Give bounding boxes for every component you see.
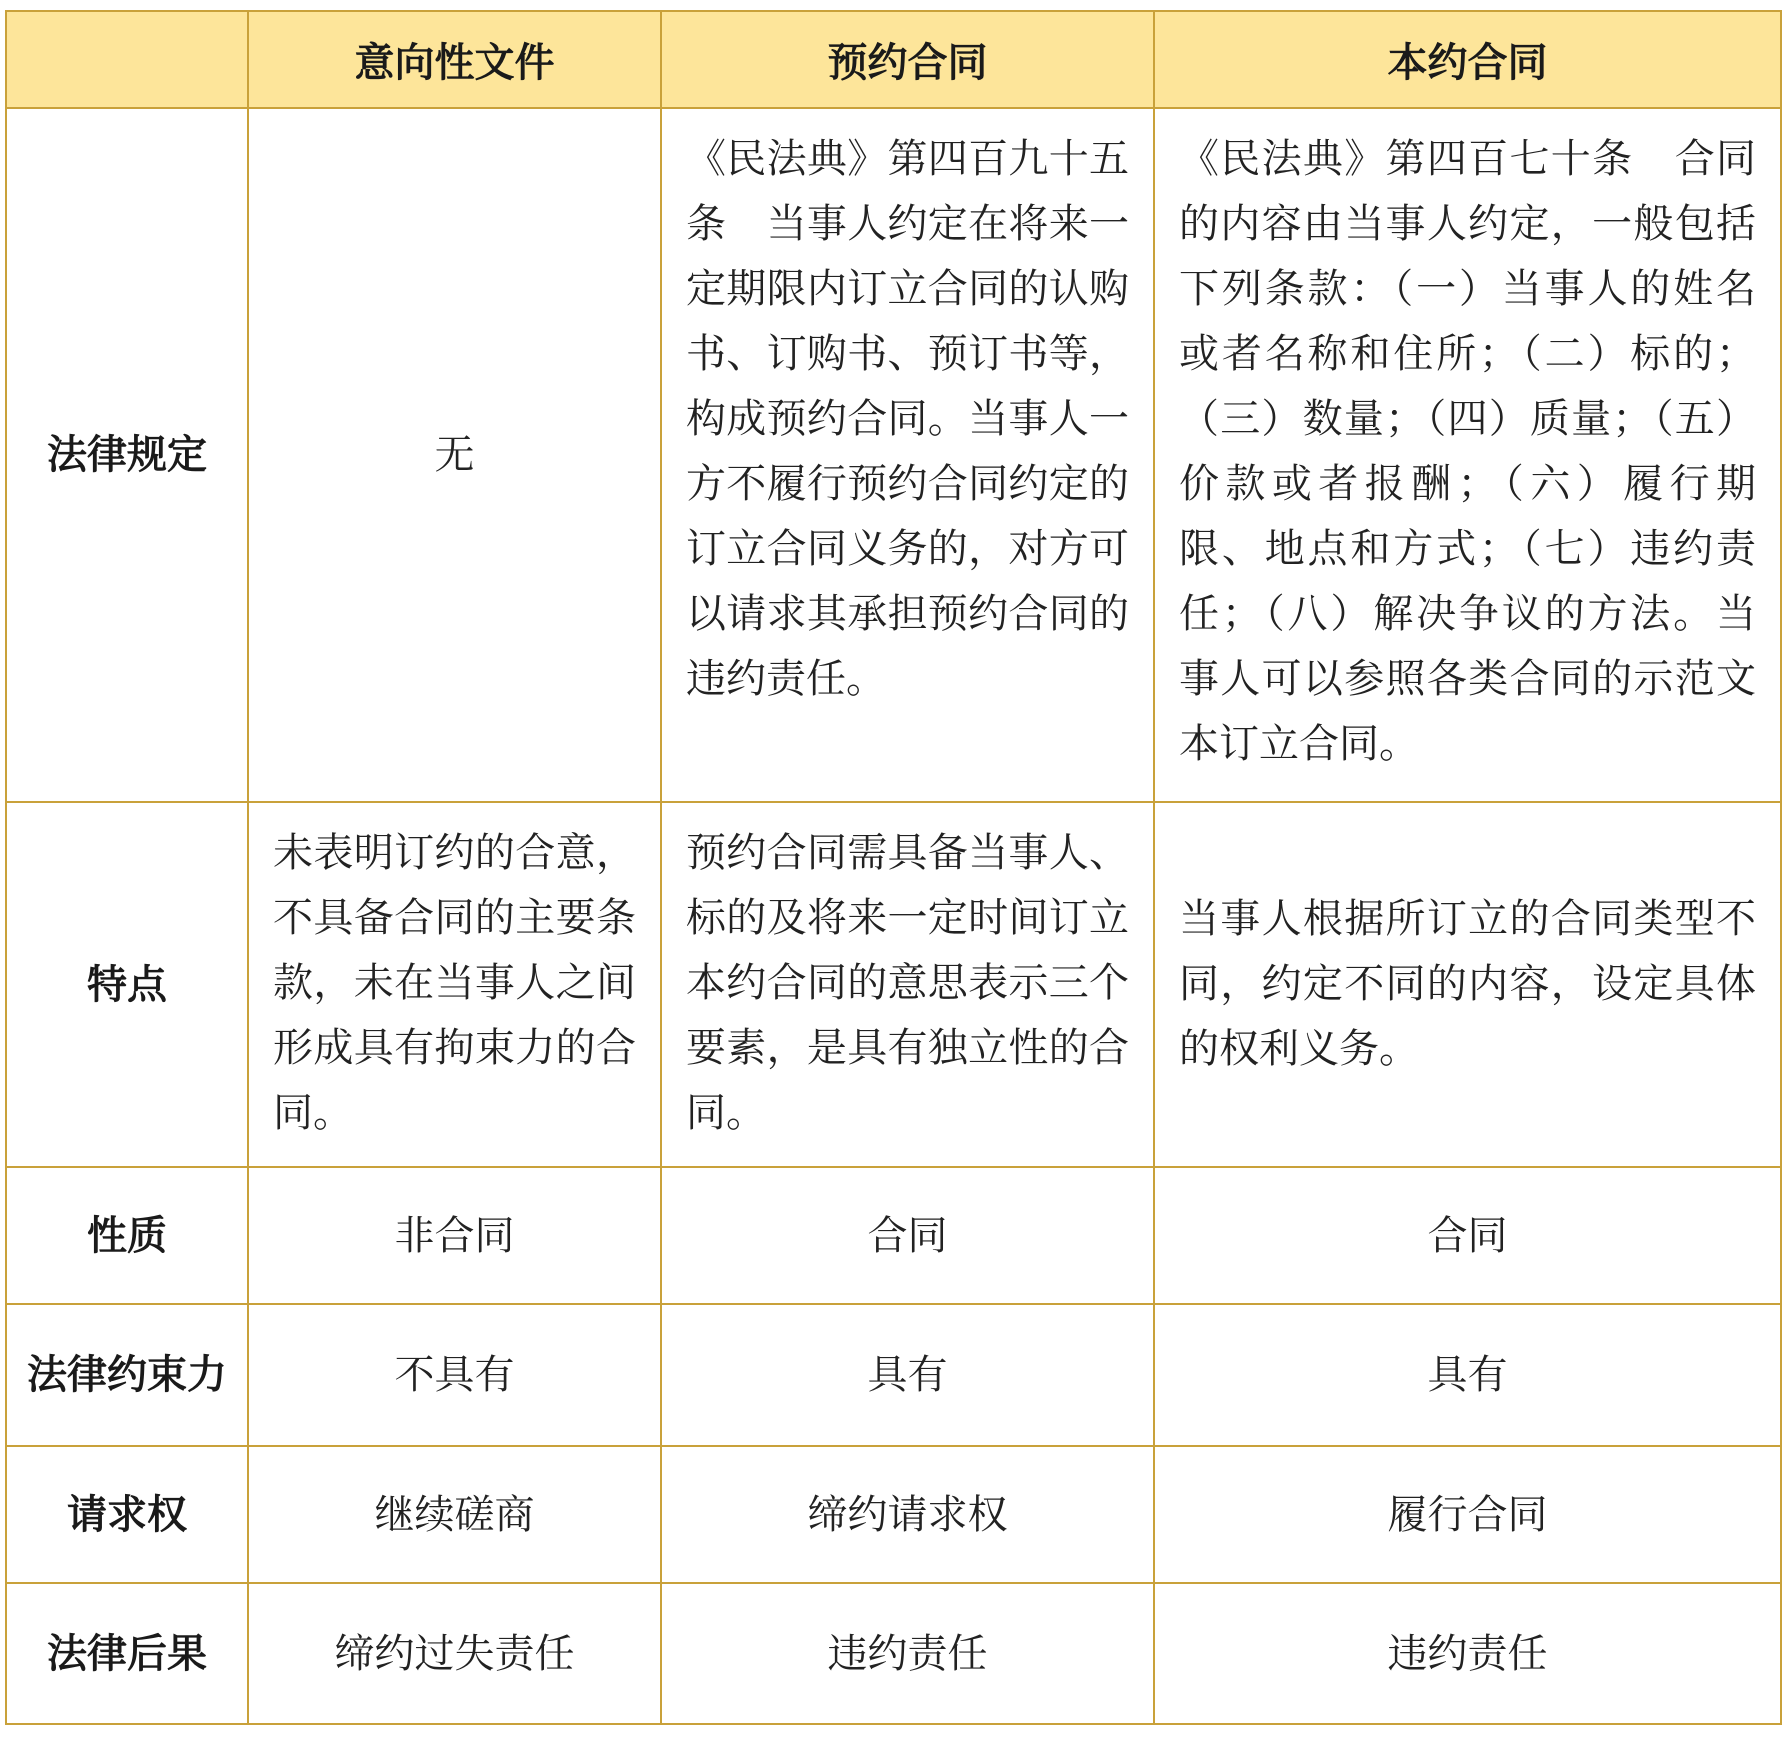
table-row-binding-force <box>6 1304 1781 1446</box>
cell-legal-consequence-main: 违约责任 <box>1154 1583 1781 1724</box>
cell-binding-force-main: 具有 <box>1154 1304 1781 1446</box>
table-body <box>6 108 1781 1724</box>
comparison-table <box>5 10 1782 1725</box>
table-row-legal-consequence <box>6 1583 1781 1724</box>
table-header <box>6 11 1781 108</box>
cell-features-intent: 未表明订约的合意，不具备合同的主要条款，未在当事人之间形成具有拘束力的合同。 <box>248 802 661 1167</box>
row-label-legal-provision: 法律规定 <box>6 108 248 802</box>
row-label-features: 特点 <box>6 802 248 1167</box>
header-preliminary-contract: 预约合同 <box>661 11 1154 108</box>
table-row-nature <box>6 1167 1781 1304</box>
cell-features-preliminary: 预约合同需具备当事人、标的及将来一定时间订立本约合同的意思表示三个要素，是具有独立性的合同。 <box>661 802 1154 1167</box>
cell-nature-main: 合同 <box>1154 1167 1781 1304</box>
header-row <box>6 11 1781 108</box>
cell-legal-provision-main: 《民法典》第四百七十条 合同的内容由当事人约定，一般包括下列条款：（一）当事人的姓名或者名称和住所；（二）标的；（三）数量；（四）质量；（五）价款或者报酬；（六）履行期限、地点和方式；（七）违约责任；（八）解决争议的方法。当事人可以参照各类合同的示范文本订立合同。 <box>1154 108 1781 802</box>
cell-binding-force-preliminary: 具有 <box>661 1304 1154 1446</box>
cell-legal-consequence-intent: 缔约过失责任 <box>248 1583 661 1724</box>
row-label-claim-right: 请求权 <box>6 1446 248 1583</box>
header-main-contract: 本约合同 <box>1154 11 1781 108</box>
cell-binding-force-intent: 不具有 <box>248 1304 661 1446</box>
cell-nature-preliminary: 合同 <box>661 1167 1154 1304</box>
row-label-legal-consequence: 法律后果 <box>6 1583 248 1724</box>
cell-claim-right-main: 履行合同 <box>1154 1446 1781 1583</box>
table-row-features <box>6 802 1781 1167</box>
cell-features-main: 当事人根据所订立的合同类型不同，约定不同的内容，设定具体的权利义务。 <box>1154 802 1781 1167</box>
comparison-table-container <box>5 10 1780 1725</box>
header-intent-document: 意向性文件 <box>248 11 661 108</box>
header-corner-cell <box>6 11 248 108</box>
cell-claim-right-intent: 继续磋商 <box>248 1446 661 1583</box>
cell-legal-consequence-preliminary: 违约责任 <box>661 1583 1154 1724</box>
row-label-nature: 性质 <box>6 1167 248 1304</box>
table-row-legal-provision <box>6 108 1781 802</box>
cell-legal-provision-intent: 无 <box>248 108 661 802</box>
row-label-binding-force: 法律约束力 <box>6 1304 248 1446</box>
cell-legal-provision-preliminary: 《民法典》第四百九十五条 当事人约定在将来一定期限内订立合同的认购书、订购书、预订书等，构成预约合同。当事人一方不履行预约合同约定的订立合同义务的，对方可以请求其承担预约合同的违约责任。 <box>661 108 1154 802</box>
cell-nature-intent: 非合同 <box>248 1167 661 1304</box>
cell-claim-right-preliminary: 缔约请求权 <box>661 1446 1154 1583</box>
table-row-claim-right <box>6 1446 1781 1583</box>
